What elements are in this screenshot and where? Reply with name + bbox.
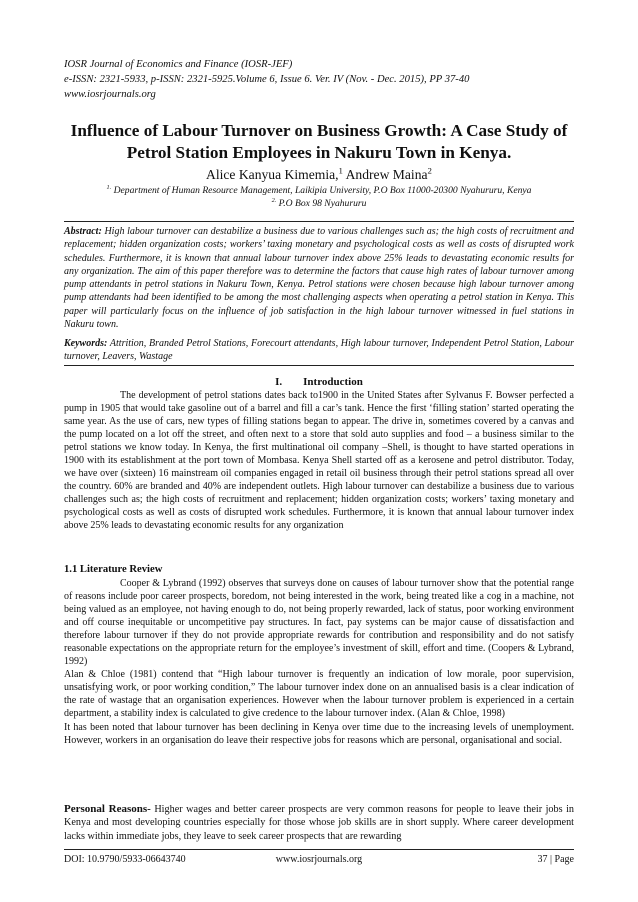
- divider-footer: [64, 849, 574, 850]
- subsection-heading-literature-review: 1.1 Literature Review: [64, 564, 163, 575]
- affiliation-2: [64, 197, 574, 210]
- introduction-paragraph: The development of petrol stations dates back to1900 in the United States after Sylvanus F. Bowser perfected a pump in 1905 that would take gasoline out of a barrel and fill a car’s tank. Hence the first ‘filling station’ started operating the same year. As the use of cars, new types of filling stations began to appear. The drive in, sometimes covered by a canvas and the pump located on a lot off the street, and often next to a store that sold auto supplies and food – a business similar to the petrol stations we know today. In Kenya, the first multinational oil company –Shell, is thought to have started operations in 1900 with its establishment at the port town of Mombasa. Kenya Shell started off as a kerosene and petrol distributor. Today, we have over (sixteen) 16 mainstream oil companies engaged in retail oil business through their petrol stations spread all over the country. 60% are branded and 40% are independent outlets. High labour turnover can destabilize a business due to various challenges such as; the high costs of recruitment and replacement; hidden organization costs; workers’ taxing monetary and psychological costs as well as costs of disrupted work schedules. Furthermore, it is known that annual labour turnover index above 25% leads to devastating economic results for any organization: [64, 390, 574, 532]
- journal-name: IOSR Journal of Economics and Finance (IOSR-JEF): [64, 59, 293, 70]
- author-line: [64, 167, 574, 183]
- personal-reasons-paragraph: [64, 803, 574, 843]
- author-2-affil-mark: 2: [427, 165, 432, 176]
- literature-paragraph-2: Alan & Chloe (1981) contend that “High labour turnover is frequently an indication of low morale, poor supervision, unsatisfying work, or poor working condition,” The labour turnover index done on an annualised basis is a clear indication of the rate of wastage that an organisation experiences. However when the labour turnover problem is experienced in a certain department, a stability index is calculated to give credence to the labour turnover index. (Alan & Chloe, 1998): [64, 669, 574, 720]
- introduction-body: [64, 389, 574, 533]
- section-title: Introduction: [303, 376, 363, 388]
- personal-reasons-text: Higher wages and better career prospects are very common reasons for people to leave their jobs in Kenya and most developing countries especially for those whose job skills are in short supply. Where career development lacks within immediate jobs, they leave to seek career prospects that are rewarding: [64, 804, 575, 842]
- author-2: Andrew Maina: [345, 167, 428, 182]
- affiliation-1-mark: 1.: [106, 183, 112, 191]
- literature-paragraph-3: It has been noted that labour turnover has been declining in Kenya over time due to the increasing levels of unemployment. However, workers in an organisation do leave their respective jobs for reasons which are personal, organisational and social.: [64, 721, 574, 746]
- literature-paragraph-1: Cooper & Lybrand (1992) observes that surveys done on causes of labour turnover show that the potential range of reasons include poor career prospects, boredom, not being interested in the work, being treated like a cog in a machine, not being valued as an employee, not having enough to do, not being properly rewarded, lack of status, poor working environment and off course inequitable or uncompetitive pay structures. In fact, pay systems can be major cause of dissatisfaction and therefore labour turnover if they do not provide appropriate rewards for contribution and responsibility and do not satisfy reasonable expectations on the appropriate return for the employee’s investment of skill, effort and time. (Coopers & Lybrand, 1992): [64, 578, 574, 668]
- section-number: I.: [275, 376, 283, 388]
- footer-website[interactable]: www.iosrjournals.org: [275, 854, 363, 865]
- literature-review-body: [64, 577, 574, 747]
- affiliation-2-text: P.O Box 98 Nyahururu: [278, 198, 367, 209]
- divider-abstract: [64, 365, 574, 366]
- affiliation-1: [64, 184, 574, 197]
- keywords: [64, 337, 574, 364]
- journal-header: [64, 57, 584, 102]
- abstract: [64, 225, 574, 331]
- page-footer: [64, 853, 574, 867]
- personal-reasons-label: Personal Reasons-: [64, 803, 151, 815]
- section-heading-introduction: [64, 375, 574, 389]
- affiliation-2-mark: 2.: [271, 196, 277, 204]
- footer-doi: DOI: 10.9790/5933-06643740: [64, 854, 186, 865]
- abstract-text: High labour turnover can destabilize a business due to various challenges such as; the high costs of recruitment and replacement; hidden organization costs; workers’ taxing monetary and psychological costs as well as costs of disrupted work schedules. Furthermore, it is known that annual labour turnover index above 25% leads to devastating economic results for any organization. The aim of this paper therefore was to determine the factors that cause high rates of labour turnover among pump attendants in petrol stations in Nakuru Town, Kenya. Petrol stations were chosen because high labour turnover among pump attendants had been identified to be among the most challenging aspects when operating a petrol station in Kenya. This paper will particularly focus on the influence of job satisfaction in the high labour turnover witnessed in fuel stations in Nakuru town.: [64, 226, 574, 331]
- author-1: Alice Kanyua Kimemia,: [206, 167, 339, 182]
- paper-title: Influence of Labour Turnover on Business Growth: A Case Study of Petrol Station Employees in Nakuru Town in Kenya.: [70, 121, 568, 162]
- author-1-affil-mark: 1: [338, 165, 343, 176]
- journal-issn-volume: e-ISSN: 2321-5933, p-ISSN: 2321-5925.Volume 6, Issue 6. Ver. IV (Nov. - Dec. 2015), PP 37-40: [64, 74, 470, 85]
- keywords-text: Attrition, Branded Petrol Stations, Forecourt attendants, High labour turnover, Independent Petrol Station, Labour turnover, Leavers, Wastage: [64, 338, 575, 363]
- abstract-label: Abstract:: [64, 226, 102, 237]
- keywords-label: Keywords:: [64, 338, 108, 349]
- footer-page-number: 37 | Page: [537, 854, 574, 865]
- affiliation-1-text: Department of Human Resource Management, Laikipia University, P.O Box 11000-20300 Nyahururu, Kenya: [113, 185, 532, 196]
- journal-website[interactable]: www.iosrjournals.org: [64, 89, 156, 100]
- divider-top: [64, 221, 574, 222]
- affiliations: [64, 184, 574, 210]
